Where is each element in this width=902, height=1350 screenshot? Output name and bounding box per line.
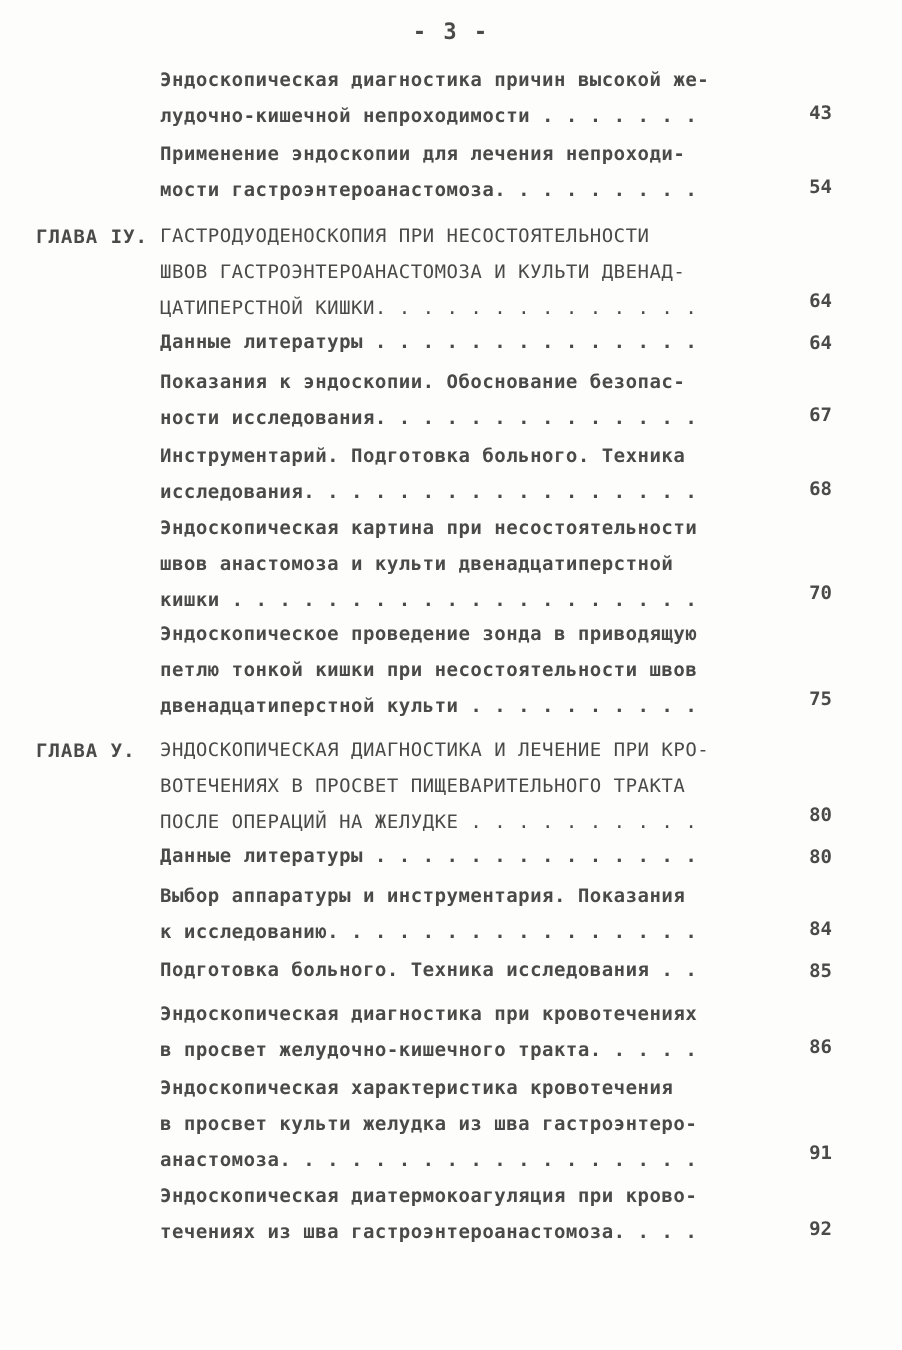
- toc-entry-title: Данные литературы . . . . . . . . . . . . . .: [160, 845, 698, 867]
- toc-entry-title: Эндоскопическая диатермокоагуляция при крово- течениях из шва гастроэнтероанастомоза. . . .: [160, 1185, 698, 1243]
- toc-entry-title: Выбор аппаратуры и инструментария. Показания к исследованию. . . . . . . . . . . . . . . .: [160, 885, 698, 943]
- toc-entry-page: 75: [809, 688, 832, 710]
- toc-entry-page: 54: [809, 176, 832, 198]
- toc-entry-title: Показания к эндоскопии. Обоснование безопас- ности исследования. . . . . . . . . . . . . .: [160, 371, 698, 429]
- chapter-label: ГЛАВА IУ.: [36, 226, 148, 248]
- toc-entry-page: 67: [809, 404, 832, 426]
- toc-entry-page: 92: [809, 1218, 832, 1240]
- toc-entry-page: 80: [809, 804, 832, 826]
- chapter-label: ГЛАВА У.: [36, 740, 136, 762]
- toc-entry-title: ЭНДОСКОПИЧЕСКАЯ ДИАГНОСТИКА И ЛЕЧЕНИЕ ПРИ КРО- ВОТЕЧЕНИЯХ В ПРОСВЕТ ПИЩЕВАРИТЕЛЬНОГО ТРАКТА ПОСЛЕ ОПЕРАЦИЙ НА ЖЕЛУДКЕ . . . . . . . . . .: [160, 739, 710, 833]
- toc-entry-title: Эндоскопическое проведение зонда в приводящую петлю тонкой кишки при несостоятельности швов двенадцатиперстной культи . . . . . . . . . .: [160, 623, 698, 717]
- toc-entry-page: 64: [809, 332, 832, 354]
- toc-entry-page: 64: [809, 290, 832, 312]
- toc-entry-page: 85: [809, 960, 832, 982]
- toc-entry-title: Эндоскопическая картина при несостоятельности швов анастомоза и культи двенадцатиперстной кишки . . . . . . . . . . . . . . . . . . . .: [160, 517, 698, 611]
- toc-entry-title: ГАСТРОДУОДЕНОСКОПИЯ ПРИ НЕСОСТОЯТЕЛЬНОСТИ ШВОВ ГАСТРОЭНТЕРОАНАСТОМОЗА И КУЛЬТИ ДВЕНАД- ЦАТИПЕРСТНОЙ КИШКИ. . . . . . . . . . . . . .: [160, 225, 698, 319]
- toc-entry-title: Данные литературы . . . . . . . . . . . . . .: [160, 331, 698, 353]
- toc-entry-title: Эндоскопическая диагностика при кровотечениях в просвет желудочно-кишечного тракта. . . . .: [160, 1003, 698, 1061]
- toc-entry-page: 70: [809, 582, 832, 604]
- toc-entry-title: Подготовка больного. Техника исследования . .: [160, 959, 698, 981]
- toc-entry-page: 86: [809, 1036, 832, 1058]
- toc-entry-title: Эндоскопическая характеристика кровотечения в просвет культи желудка из шва гастроэнтеро- анастомоза. . . . . . . . . . . . . . . . . .: [160, 1077, 698, 1171]
- toc-entry-page: 84: [809, 918, 832, 940]
- toc-entry-title: Инструментарий. Подготовка больного. Техника исследования. . . . . . . . . . . . . . . . .: [160, 445, 698, 503]
- toc-entry-page: 80: [809, 846, 832, 868]
- toc-entry-page: 91: [809, 1142, 832, 1164]
- toc-entry-title: Применение эндоскопии для лечения непроходи- мости гастроэнтероанастомоза. . . . . . . . .: [160, 143, 698, 201]
- toc-entry-page: 68: [809, 478, 832, 500]
- toc-entry-page: 43: [809, 102, 832, 124]
- toc-entry-title: Эндоскопическая диагностика причин высокой же- лудочно-кишечной непроходимости . . . . . . .: [160, 69, 710, 127]
- page-number: - 3 -: [412, 20, 490, 45]
